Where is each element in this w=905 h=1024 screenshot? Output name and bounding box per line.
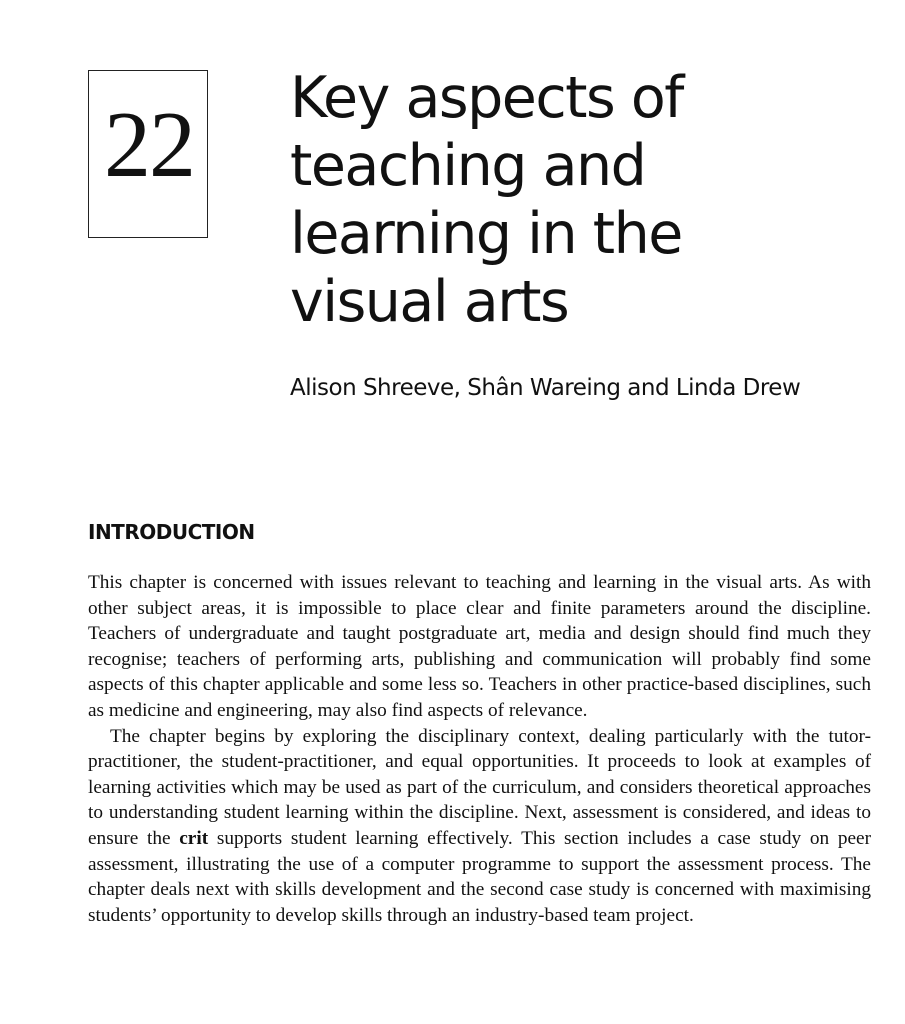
chapter-title-line: teaching and <box>290 133 646 199</box>
chapter-title-line: Key aspects of <box>290 65 683 131</box>
paragraph: This chapter is concerned with issues relevant to teaching and learning in the visual arts. As with other subject areas, it is impossible to place clear and finite parameters around the discipline. Teachers of undergraduate and taught postgraduate art, media and design should find much they recognise; teachers of performing arts, publishing and communication will probably find some aspects of this chapter applicable and some less so. Teachers in other practice-based disciplines, such as medicine and engineering, may also find aspects of relevance. <box>88 572 871 721</box>
paragraph <box>88 724 871 929</box>
chapter-number-box <box>88 70 208 238</box>
chapter-title <box>290 64 850 336</box>
body-text <box>88 570 871 928</box>
section-heading: INTRODUCTION <box>88 520 255 544</box>
paragraph-text: supports student learning effectively. This section includes a case study on peer assessment, illustrating the use of a computer programme to support the assessment process. The chapter deals next with skills development and the second case study is concerned with maximising students’ opportunity to develop skills through an industry-based team project. <box>88 827 871 926</box>
paragraph-text: The chapter begins by exploring the disciplinary context, dealing particularly with the tutor-practitioner, the student-practitioner, and equal opportunities. It proceeds to look at examples of learning activities which may be used as part of the curriculum, and considers theoretical approaches to understanding student learning within the discipline. Next, assessment is considered, and ideas to ensure the <box>88 725 871 849</box>
chapter-authors: Alison Shreeve, Shân Wareing and Linda Drew <box>290 375 801 401</box>
chapter-number: 22 <box>104 93 194 197</box>
chapter-title-line: visual arts <box>290 269 569 335</box>
chapter-title-line: learning in the <box>290 201 682 267</box>
bold-term: crit <box>179 827 209 849</box>
